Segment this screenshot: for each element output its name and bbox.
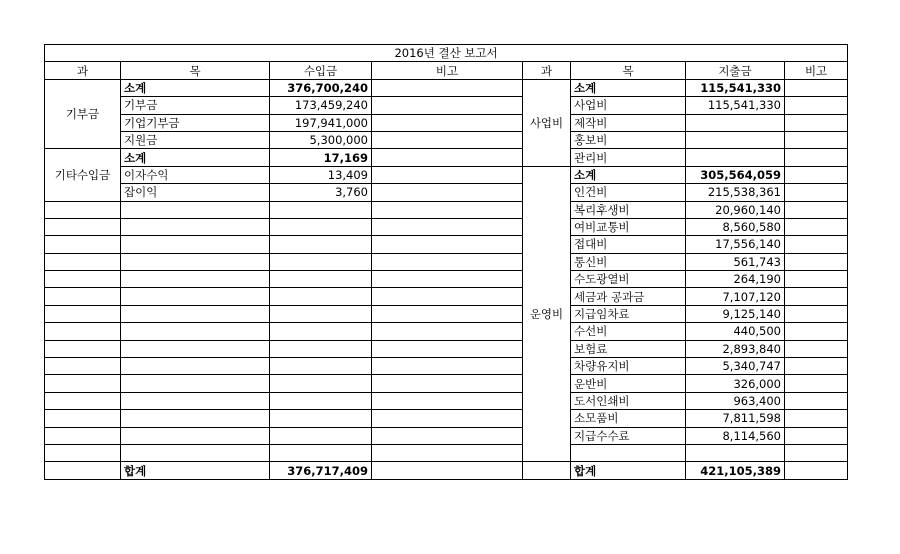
table-row xyxy=(45,236,848,253)
income-note-cell xyxy=(372,392,523,409)
expense-note-cell xyxy=(785,462,848,479)
expense-item-label: 운반비 xyxy=(571,375,686,392)
table-row xyxy=(45,410,848,427)
header-expense-note: 비고 xyxy=(785,62,848,79)
empty-cell xyxy=(270,305,372,322)
income-item-amount: 173,459,240 xyxy=(270,97,372,114)
empty-cell xyxy=(121,271,270,288)
empty-cell xyxy=(121,427,270,444)
header-expense-section: 과 xyxy=(523,62,571,79)
empty-cell xyxy=(270,218,372,235)
empty-cell xyxy=(270,288,372,305)
income-note-cell xyxy=(372,410,523,427)
income-note-cell xyxy=(372,114,523,131)
table-row xyxy=(45,305,848,322)
empty-cell xyxy=(270,410,372,427)
empty-cell xyxy=(270,375,372,392)
expense-section-operation: 운영비 xyxy=(523,166,571,462)
income-item-amount: 3,760 xyxy=(270,184,372,201)
empty-cell xyxy=(45,444,121,461)
expense-item-label: 지급수수료 xyxy=(571,427,686,444)
empty-cell xyxy=(45,288,121,305)
header-income-amount: 수입금 xyxy=(270,62,372,79)
expense-item-label: 차량유지비 xyxy=(571,358,686,375)
table-row xyxy=(45,392,848,409)
income-note-cell xyxy=(372,236,523,253)
expense-item-amount xyxy=(686,149,785,166)
empty-cell xyxy=(45,305,121,322)
expense-note-cell xyxy=(785,201,848,218)
table-row xyxy=(45,149,848,166)
empty-cell xyxy=(121,201,270,218)
report-title: 2016년 결산 보고서 xyxy=(45,45,848,62)
expense-note-cell xyxy=(785,149,848,166)
expense-total-label: 합계 xyxy=(571,462,686,479)
empty-cell xyxy=(121,375,270,392)
expense-item-label: 보험료 xyxy=(571,340,686,357)
income-item-amount: 13,409 xyxy=(270,166,372,183)
expense-item-label: 사업비 xyxy=(571,97,686,114)
total-row xyxy=(45,462,848,479)
expense-subtotal-amount: 305,564,059 xyxy=(686,166,785,183)
expense-note-cell xyxy=(785,375,848,392)
table-row xyxy=(45,340,848,357)
income-note-cell xyxy=(372,271,523,288)
empty-cell xyxy=(45,462,121,479)
table-row xyxy=(45,166,848,183)
expense-note-cell xyxy=(785,271,848,288)
expense-note-cell xyxy=(785,114,848,131)
income-item-label: 이자수익 xyxy=(121,166,270,183)
expense-item-amount xyxy=(686,114,785,131)
empty-cell xyxy=(45,410,121,427)
income-note-cell xyxy=(372,79,523,96)
expense-item-amount: 8,560,580 xyxy=(686,218,785,235)
empty-cell xyxy=(45,201,121,218)
empty-cell xyxy=(45,375,121,392)
expense-note-cell xyxy=(785,427,848,444)
expense-item-amount: 20,960,140 xyxy=(686,201,785,218)
income-note-cell xyxy=(372,305,523,322)
income-note-cell xyxy=(372,218,523,235)
income-note-cell xyxy=(372,253,523,270)
expense-note-cell xyxy=(785,323,848,340)
income-note-cell xyxy=(372,462,523,479)
expense-item-label: 접대비 xyxy=(571,236,686,253)
empty-cell xyxy=(270,236,372,253)
header-row xyxy=(45,62,848,79)
empty-cell xyxy=(45,271,121,288)
expense-note-cell xyxy=(785,340,848,357)
income-note-cell xyxy=(372,323,523,340)
title-row xyxy=(45,45,848,62)
income-section-donation: 기부금 xyxy=(45,79,121,149)
empty-cell xyxy=(372,444,523,461)
expense-item-amount: 115,541,330 xyxy=(686,97,785,114)
report-body xyxy=(45,45,848,480)
income-note-cell xyxy=(372,131,523,148)
empty-cell xyxy=(686,444,785,461)
empty-cell xyxy=(121,218,270,235)
settlement-report-table xyxy=(44,44,848,480)
empty-cell xyxy=(45,218,121,235)
empty-cell xyxy=(121,392,270,409)
expense-note-cell xyxy=(785,358,848,375)
empty-cell xyxy=(270,253,372,270)
table-row xyxy=(45,114,848,131)
income-total-amount: 376,717,409 xyxy=(270,462,372,479)
income-item-label: 지원금 xyxy=(121,131,270,148)
empty-cell xyxy=(121,444,270,461)
income-note-cell xyxy=(372,340,523,357)
header-income-item: 목 xyxy=(121,62,270,79)
expense-note-cell xyxy=(785,236,848,253)
expense-total-amount: 421,105,389 xyxy=(686,462,785,479)
income-note-cell xyxy=(372,427,523,444)
header-expense-item: 목 xyxy=(571,62,686,79)
income-note-cell xyxy=(372,288,523,305)
expense-item-label: 통신비 xyxy=(571,253,686,270)
empty-cell xyxy=(121,288,270,305)
income-subtotal-amount: 17,169 xyxy=(270,149,372,166)
expense-item-amount: 326,000 xyxy=(686,375,785,392)
expense-item-amount: 9,125,140 xyxy=(686,305,785,322)
empty-cell xyxy=(45,323,121,340)
income-note-cell xyxy=(372,358,523,375)
empty-cell xyxy=(523,462,571,479)
header-income-section: 과 xyxy=(45,62,121,79)
table-row xyxy=(45,358,848,375)
table-row xyxy=(45,288,848,305)
empty-cell xyxy=(270,201,372,218)
table-row xyxy=(45,253,848,270)
table-row xyxy=(45,218,848,235)
expense-item-amount xyxy=(686,131,785,148)
table-row xyxy=(45,201,848,218)
table-row xyxy=(45,79,848,96)
empty-cell xyxy=(121,236,270,253)
header-income-note: 비고 xyxy=(372,62,523,79)
empty-cell xyxy=(121,410,270,427)
income-section-other: 기타수입금 xyxy=(45,149,121,201)
expense-item-amount: 5,340,747 xyxy=(686,358,785,375)
empty-cell xyxy=(270,358,372,375)
expense-item-label: 제작비 xyxy=(571,114,686,131)
expense-note-cell xyxy=(785,79,848,96)
expense-item-label: 소모품비 xyxy=(571,410,686,427)
income-item-amount: 197,941,000 xyxy=(270,114,372,131)
empty-cell xyxy=(270,323,372,340)
table-row xyxy=(45,323,848,340)
empty-cell xyxy=(45,358,121,375)
income-item-label: 기업기부금 xyxy=(121,114,270,131)
expense-note-cell xyxy=(785,410,848,427)
expense-item-label: 홍보비 xyxy=(571,131,686,148)
expense-item-label: 관리비 xyxy=(571,149,686,166)
empty-cell xyxy=(45,253,121,270)
table-row xyxy=(45,271,848,288)
income-note-cell xyxy=(372,201,523,218)
expense-item-amount: 440,500 xyxy=(686,323,785,340)
expense-item-label: 복리후생비 xyxy=(571,201,686,218)
income-subtotal-label: 소계 xyxy=(121,79,270,96)
income-note-cell xyxy=(372,149,523,166)
income-item-amount: 5,300,000 xyxy=(270,131,372,148)
empty-cell xyxy=(45,236,121,253)
table-row xyxy=(45,184,848,201)
expense-item-amount: 561,743 xyxy=(686,253,785,270)
expense-note-cell xyxy=(785,288,848,305)
empty-cell xyxy=(785,444,848,461)
expense-item-amount: 7,107,120 xyxy=(686,288,785,305)
income-subtotal-label: 소계 xyxy=(121,149,270,166)
expense-item-amount: 2,893,840 xyxy=(686,340,785,357)
expense-note-cell xyxy=(785,253,848,270)
empty-cell xyxy=(270,427,372,444)
table-row xyxy=(45,427,848,444)
expense-subtotal-label: 소계 xyxy=(571,79,686,96)
spacer-row xyxy=(45,444,848,461)
expense-item-amount: 17,556,140 xyxy=(686,236,785,253)
expense-item-amount: 7,811,598 xyxy=(686,410,785,427)
empty-cell xyxy=(270,392,372,409)
income-note-cell xyxy=(372,166,523,183)
expense-item-amount: 8,114,560 xyxy=(686,427,785,444)
expense-item-label: 지급임차료 xyxy=(571,305,686,322)
empty-cell xyxy=(270,340,372,357)
expense-item-label: 수선비 xyxy=(571,323,686,340)
expense-item-label: 여비교통비 xyxy=(571,218,686,235)
table-row xyxy=(45,131,848,148)
expense-item-amount: 264,190 xyxy=(686,271,785,288)
empty-cell xyxy=(270,271,372,288)
empty-cell xyxy=(571,444,686,461)
expense-note-cell xyxy=(785,218,848,235)
expense-item-label: 도서인쇄비 xyxy=(571,392,686,409)
income-total-label: 합계 xyxy=(121,462,270,479)
expense-section-business: 사업비 xyxy=(523,79,571,166)
expense-item-label: 인건비 xyxy=(571,184,686,201)
table-row xyxy=(45,97,848,114)
empty-cell xyxy=(121,253,270,270)
expense-note-cell xyxy=(785,392,848,409)
expense-note-cell xyxy=(785,97,848,114)
expense-note-cell xyxy=(785,166,848,183)
empty-cell xyxy=(121,358,270,375)
expense-note-cell xyxy=(785,184,848,201)
income-note-cell xyxy=(372,184,523,201)
expense-subtotal-amount: 115,541,330 xyxy=(686,79,785,96)
empty-cell xyxy=(121,323,270,340)
table-row xyxy=(45,375,848,392)
expense-note-cell xyxy=(785,131,848,148)
income-subtotal-amount: 376,700,240 xyxy=(270,79,372,96)
empty-cell xyxy=(45,427,121,444)
empty-cell xyxy=(121,340,270,357)
empty-cell xyxy=(270,444,372,461)
header-expense-amount: 지출금 xyxy=(686,62,785,79)
income-note-cell xyxy=(372,375,523,392)
income-item-label: 잡이익 xyxy=(121,184,270,201)
expense-item-label: 세금과 공과금 xyxy=(571,288,686,305)
empty-cell xyxy=(121,305,270,322)
expense-item-amount: 963,400 xyxy=(686,392,785,409)
expense-note-cell xyxy=(785,305,848,322)
expense-item-amount: 215,538,361 xyxy=(686,184,785,201)
expense-subtotal-label: 소계 xyxy=(571,166,686,183)
income-item-label: 기부금 xyxy=(121,97,270,114)
expense-item-label: 수도광열비 xyxy=(571,271,686,288)
income-note-cell xyxy=(372,97,523,114)
empty-cell xyxy=(45,340,121,357)
empty-cell xyxy=(45,392,121,409)
